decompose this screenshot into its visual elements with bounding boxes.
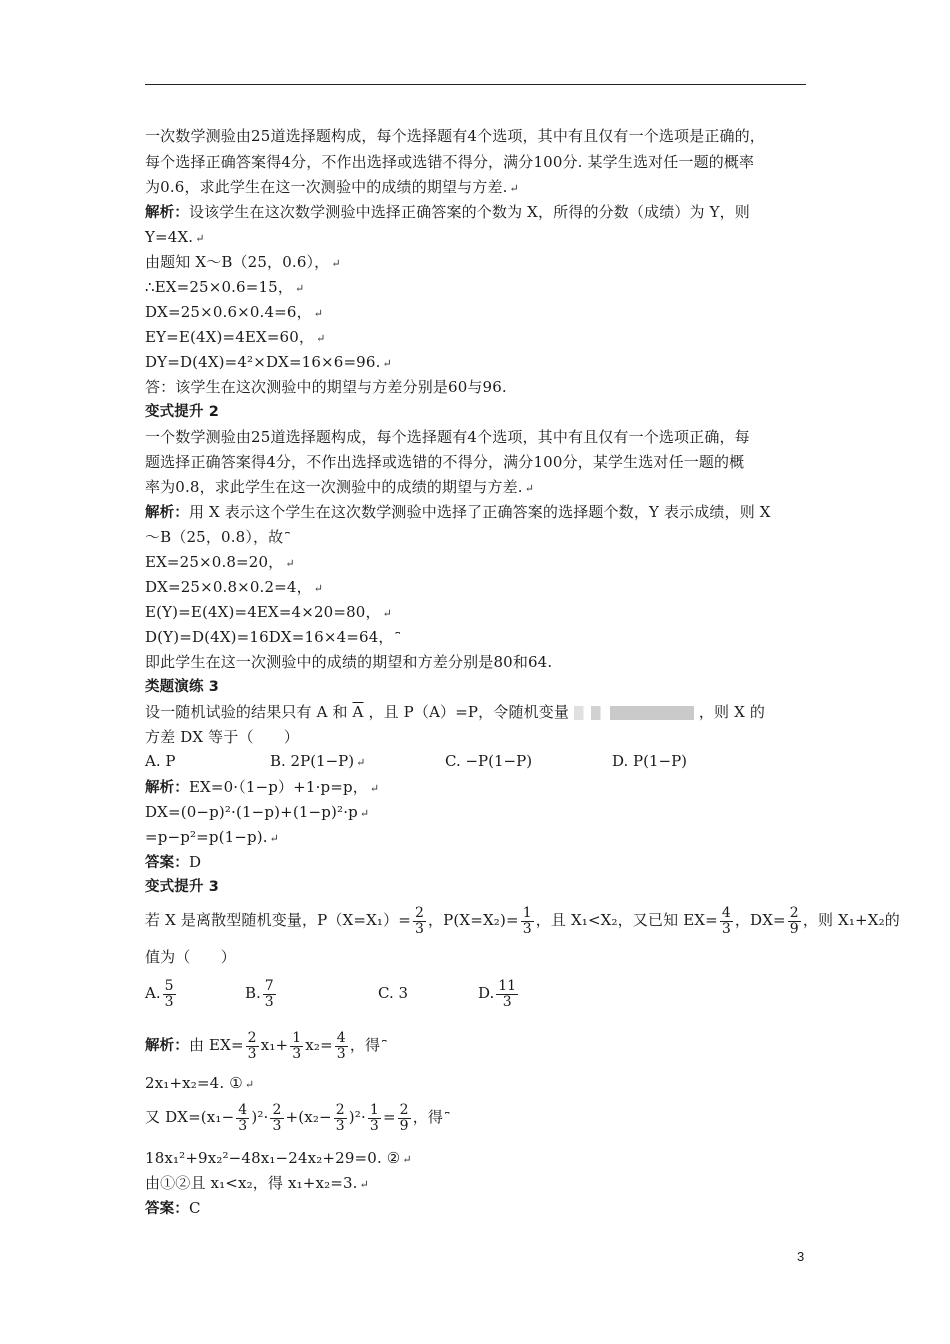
solution-2-line-5: E(Y)=E(4X)=4EX=4×20=80， ↵ — [145, 603, 392, 621]
fraction: $\frac{5}{3}$ — [164, 977, 174, 1010]
solution-4-line-2: 2x₁+x₂=4. ① ↵ — [145, 1074, 255, 1092]
option-a: A. P — [145, 752, 176, 770]
paragraph-mark-icon: ↵ — [313, 307, 324, 320]
paragraph-mark-icon: ↵ — [244, 1078, 255, 1091]
answer-label: 答案： — [145, 1201, 189, 1217]
option-b: B. 2P(1−P) ↵ — [270, 752, 366, 770]
return-mark-icon: ↵ — [509, 182, 519, 195]
option-b: B. $\frac{7}{3}$ — [245, 977, 274, 1010]
option-d: D. $\frac{11}{3}$ — [478, 977, 517, 1010]
answer-4: 答案：C — [145, 1199, 201, 1217]
paragraph-mark-icon: ↵ — [295, 282, 305, 295]
fraction: $\frac{1}{3}$ — [522, 904, 532, 937]
piecewise-definition-image — [574, 706, 694, 720]
fraction: $\frac{11}{3}$ — [498, 977, 517, 1010]
option-c: C. −P(1−P) — [445, 752, 533, 770]
paragraph-mark-icon: ↵ — [316, 332, 326, 345]
solution-2-answer: 即此学生在这一次测验中的成绩的期望和方差分别是80和64. — [145, 653, 553, 671]
paragraph-mark-icon: ↵ — [285, 557, 295, 570]
paragraph-mark-icon: ⎴ — [382, 1040, 387, 1053]
option-c: C. 3 — [378, 984, 409, 1002]
solution-1-line-1: 解析：设该学生在这次数学测验中选择正确答案的个数为 X，所得的分数（成绩）为 Y，则 — [145, 203, 750, 221]
solution-3-line-3: =p−p²=p(1−p). ↵ — [145, 828, 280, 846]
solution-4-line-3: 又 DX=(x₁− $\frac{4}{3}$ )²· $\frac{2}{3}$ +(x₂− $\frac{2}{3}$ )²· $\frac{1}{3}$ = $\frac{2}{9}$ ，得 ⎴ — [145, 1101, 450, 1134]
fraction: $\frac{4}{3}$ — [238, 1101, 248, 1134]
fraction: $\frac{4}{3}$ — [721, 904, 731, 937]
variant-2-line-1: 一个数学测验由25道选择题构成，每个选择题有4个选项，其中有且仅有一个选项正确，每 — [145, 428, 750, 446]
solution-1-line-4: ∴EX=25×0.6=15， ↵ — [145, 278, 305, 296]
variant-3-question: 若 X 是离散型随机变量，P（X=X₁）= $\frac{2}{3}$ ，P(X=X₂)= $\frac{1}{3}$ ，且 X₁<X₂，又已知 EX= $\frac{4}{3}$ ，DX= $\frac{2}{9}$ ，则 X₁+X₂的 — [145, 904, 900, 937]
fraction: $\frac{2}{3}$ — [247, 1029, 257, 1062]
fraction: $\frac{2}{9}$ — [399, 1101, 409, 1134]
return-mark-icon: ↵ — [356, 756, 366, 769]
fraction: $\frac{1}{3}$ — [292, 1029, 302, 1062]
option-a: A. $\frac{5}{3}$ — [145, 977, 174, 1010]
paragraph-mark-icon: ↵ — [313, 582, 324, 595]
variant-2-line-2: 题选择正确答案得4分，不作出选择或选错的不得分，满分100分，某学生选对任一题的概 — [145, 453, 745, 471]
section-title-exercise-3: 类题演练 3 — [145, 679, 220, 695]
a-bar-symbol: $\overline{A}$ — [352, 703, 364, 721]
fraction: $\frac{1}{3}$ — [369, 1101, 379, 1134]
variant-2-line-3: 率为0.8，求此学生在这一次测验中的成绩的期望与方差. ↵ — [145, 478, 535, 496]
fraction: $\frac{2}{3}$ — [272, 1101, 282, 1134]
solution-4-line-1: 解析：由 EX= $\frac{2}{3}$ x₁+ $\frac{1}{3}$ x₂= $\frac{4}{3}$ ，得 ⎴ — [145, 1029, 387, 1062]
paragraph-mark-icon: ⎴ — [395, 632, 401, 645]
solution-1-answer: 答：该学生在这次测验中的期望与方差分别是60与96. — [145, 378, 507, 396]
solution-label: 解析： — [145, 780, 189, 796]
header-rule — [145, 84, 806, 85]
solution-3-line-2: DX=(0−p)²·(1−p)+(1−p)²·p ↵ — [145, 803, 370, 821]
solution-2-line-1: 解析：用 X 表示这个学生在这次数学测验中选择了正确答案的选择题个数，Y 表示成绩，则 X — [145, 503, 771, 521]
fraction: $\frac{4}{3}$ — [336, 1029, 346, 1062]
intro-line-3: 为0.6，求此学生在这一次测验中的成绩的期望与方差. ↵ — [145, 178, 519, 196]
paragraph-mark-icon: ↵ — [382, 607, 392, 620]
solution-1-line-7: DY=D(4X)=4²×DX=16×6=96. ↵ — [145, 353, 392, 371]
answer-3: 答案：D — [145, 853, 202, 871]
solution-1-line-3: 由题知 X～B（25，0.6）， ↵ — [145, 253, 341, 271]
paragraph-mark-icon: ⎴ — [285, 532, 290, 545]
section-title-variant-3: 变式提升 3 — [145, 879, 220, 895]
variant-3-question-line-2: 值为（ ） — [145, 948, 236, 966]
solution-4-line-4: 18x₁²+9x₂²−48x₁−24x₂+29=0. ② ↵ — [145, 1149, 412, 1167]
paragraph-mark-icon: ↵ — [359, 807, 370, 820]
page-number: 3 — [797, 1249, 805, 1264]
intro-line-1: 一次数学测验由25道选择题构成，每个选择题有4个选项，其中有且仅有一个选项是正确的， — [145, 127, 765, 145]
solution-label: 解析： — [145, 505, 189, 521]
paragraph-mark-icon: ↵ — [195, 232, 205, 245]
solution-1-line-5: DX=25×0.6×0.4=6， ↵ — [145, 303, 324, 321]
solution-1-line-2: Y=4X. ↵ — [145, 228, 205, 246]
solution-label: 解析： — [145, 205, 189, 221]
solution-4-line-5: 由①②且 x₁<x₂，得 x₁+x₂=3. ↵ — [145, 1174, 369, 1192]
solution-1-line-6: EY=E(4X)=4EX=60， ↵ — [145, 328, 326, 346]
paragraph-mark-icon: ↵ — [369, 782, 380, 795]
solution-label: 解析： — [145, 1038, 189, 1054]
option-d: D. P(1−P) — [612, 752, 688, 770]
answer-label: 答案： — [145, 855, 189, 871]
solution-2-line-4: DX=25×0.8×0.2=4， ↵ — [145, 578, 324, 596]
paragraph-mark-icon: ⎴ — [445, 1112, 450, 1125]
solution-2-line-2: ～B（25，0.8），故 ⎴ — [145, 528, 290, 546]
exercise-3-line-2: 方差 DX 等于（ ） — [145, 728, 300, 746]
intro-line-2: 每个选择正确答案得4分，不作出选择或选错不得分，满分100分. 某学生选对任一题的概率 — [145, 153, 755, 171]
fraction: $\frac{2}{3}$ — [335, 1101, 345, 1134]
exercise-3-line-1: 设一随机试验的结果只有 A 和 $\overline{A}$ ，且 P（A）=P，令随机变量 ，则 X 的 — [145, 703, 766, 721]
paragraph-mark-icon: ↵ — [359, 1178, 369, 1191]
fraction: $\frac{7}{3}$ — [264, 977, 274, 1010]
paragraph-mark-icon: ↵ — [331, 257, 341, 270]
paragraph-mark-icon: ↵ — [269, 832, 280, 845]
section-title-variant-2: 变式提升 2 — [145, 404, 220, 420]
solution-2-line-6: D(Y)=D(4X)=16DX=16×4=64， ⎴ — [145, 628, 401, 646]
fraction: $\frac{2}{3}$ — [414, 904, 425, 937]
return-mark-icon: ↵ — [524, 482, 535, 495]
paragraph-mark-icon: ↵ — [402, 1153, 412, 1166]
solution-2-line-3: EX=25×0.8=20， ↵ — [145, 553, 295, 571]
solution-3-line-1: 解析：EX=0·（1−p）+1·p=p， ↵ — [145, 778, 380, 796]
paragraph-mark-icon: ↵ — [382, 357, 392, 370]
fraction: $\frac{2}{9}$ — [789, 904, 799, 937]
